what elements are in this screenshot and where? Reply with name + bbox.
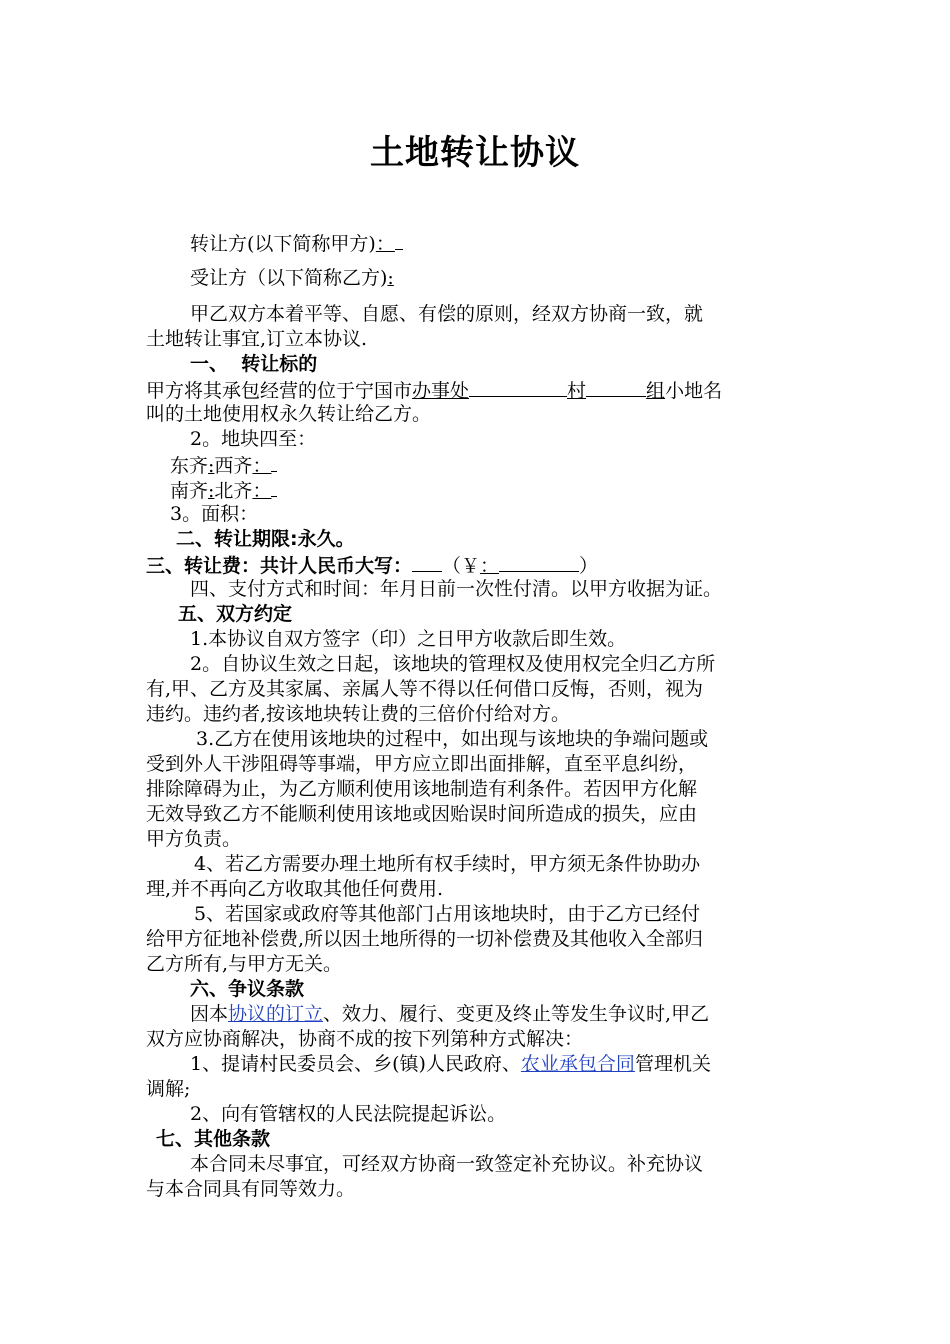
- yen-close: ）: [579, 555, 599, 577]
- clause-5-line-3: 乙方所有,与甲方无关。: [146, 953, 343, 975]
- section-1-heading: 一、 转让标的: [190, 353, 318, 375]
- east-west-line: [170, 452, 277, 477]
- section-7-para-line-2: 与本合同具有同等效力。: [146, 1178, 356, 1200]
- transferee-label: 受让方（以下简称乙方): [190, 267, 388, 289]
- west-label: 西齐: [214, 455, 253, 477]
- section-1-item-3: 3。面积：: [170, 503, 259, 525]
- clause-2-line-2: 有,甲、乙方及其家属、亲属人等不得以任何借口反悔，否则，视为: [146, 678, 704, 700]
- document-title: 土地转让协议: [370, 133, 580, 173]
- north-blank: ：: [252, 480, 272, 502]
- section-1-para-line-2: 叫的土地使用权永久转让给乙方。: [146, 403, 432, 425]
- text-run: 1、提请村民委员会、乡(镇)人民政府、: [190, 1053, 521, 1075]
- agricultural-contract-link[interactable]: 农业承包合同: [520, 1053, 635, 1075]
- text-run: 管理机关: [634, 1053, 711, 1075]
- clause-5-line-1: 5、若国家或政府等其他部门占用该地块时，由于乙方已经付: [194, 903, 701, 925]
- clause-5-line-2: 给甲方征地补偿费,所以因土地所得的一切补偿费及其他收入全部归: [146, 928, 704, 950]
- clause-3-line-2: 受到外人干涉阻碍等事端，甲方应立即出面排解，直至平息纠纷，: [146, 753, 698, 775]
- text-run: 、效力、履行、变更及终止等发生争议时,甲乙: [323, 1003, 710, 1025]
- yen-open: （￥: [442, 555, 481, 577]
- clause-2-line-1: 2。自协议生效之日起，该地块的管理权及使用权完全归乙方所: [190, 653, 716, 675]
- intro-line-2: 土地转让事宜,订立本协议.: [146, 328, 368, 350]
- section-6-item-2: 2、向有管辖权的人民法院提起诉讼。: [190, 1103, 507, 1125]
- section-1-item-2: 2。地块四至：: [190, 428, 317, 450]
- west-fill: [271, 452, 277, 472]
- clause-3-line-3: 排除障碍为止，为乙方顺利使用该地制造有利条件。若因甲方化解: [146, 778, 698, 800]
- transferor-label: 转让方(以下简称甲方): [190, 233, 376, 255]
- section-2-heading: 二、转让期限:永久。: [176, 528, 355, 550]
- office-blank: [469, 377, 567, 397]
- east-blank: :: [208, 455, 215, 477]
- transferor-line: [190, 230, 403, 255]
- village-label: 村: [567, 380, 587, 402]
- south-blank: :: [208, 480, 215, 502]
- transferor-fill: [395, 230, 403, 250]
- text-run: 因本: [190, 1003, 229, 1025]
- west-blank: ：: [252, 455, 272, 477]
- section-6-heading: 六、争议条款: [190, 978, 305, 1000]
- section-7-para-line-1: 本合同未尽事宜，可经双方协商一致签定补充协议。补充协议: [190, 1153, 704, 1175]
- clause-3-line-5: 甲方负责。: [146, 828, 242, 850]
- office-blank-label: 办事处: [412, 380, 470, 402]
- yen-colon: ：: [480, 555, 500, 577]
- clause-4-line-2: 理,并不再向乙方收取其他任何费用.: [146, 878, 444, 900]
- north-label: 北齐: [214, 480, 253, 502]
- village-blank: [586, 377, 646, 397]
- section-6-para-line-1: [190, 1002, 709, 1027]
- group-label: 组: [646, 380, 666, 402]
- clause-4-line-1: 4、若乙方需要办理土地所有权手续时，甲方须无条件协助办: [194, 853, 701, 875]
- agreement-formation-link[interactable]: 协议的订立: [228, 1003, 324, 1025]
- transferee-line: [190, 266, 394, 291]
- transferor-blank: ：: [375, 233, 395, 255]
- section-1-para-line-1: [146, 377, 722, 402]
- text-run: 小地名: [665, 380, 723, 402]
- section-6-item-1: [190, 1052, 711, 1077]
- clause-3-line-4: 无效导致乙方不能顺利使用该地或因贻误时间所造成的损失，应由: [146, 803, 698, 825]
- section-6-para-line-2: 双方应协商解决，协商不成的按下列第种方式解决：: [146, 1028, 584, 1050]
- text-run: 甲方将其承包经营的位于宁国市: [146, 380, 413, 402]
- south-north-line: [170, 477, 277, 502]
- south-label: 南齐: [170, 480, 209, 502]
- clause-3-line-1: 3.乙方在使用该地块的过程中，如出现与该地块的争端问题或: [196, 728, 709, 750]
- clause-1: 1.本协议自双方签字（印）之日甲方收款后即生效。: [190, 628, 627, 650]
- amount-words-blank: [412, 552, 442, 572]
- section-4-text: 四、支付方式和时间：年月日前一次性付清。以甲方收据为证。: [190, 578, 723, 600]
- section-5-heading: 五、双方约定: [178, 603, 293, 625]
- amount-number-blank: [499, 552, 579, 572]
- north-fill: [271, 477, 277, 497]
- section-3-line: [146, 552, 598, 577]
- clause-2-line-3: 违约。违约者,按该地块转让费的三倍价付给对方。: [146, 703, 571, 725]
- section-7-heading: 七、其他条款: [156, 1128, 271, 1150]
- section-3-heading: 三、转让费：共计人民币大写：: [146, 555, 413, 577]
- east-label: 东齐: [170, 455, 209, 477]
- intro-line-1: 甲乙双方本着平等、自愿、有偿的原则，经双方协商一致，就: [190, 303, 704, 325]
- transferee-blank: :: [387, 267, 394, 289]
- section-6-item-1-line-2: 调解;: [146, 1078, 191, 1100]
